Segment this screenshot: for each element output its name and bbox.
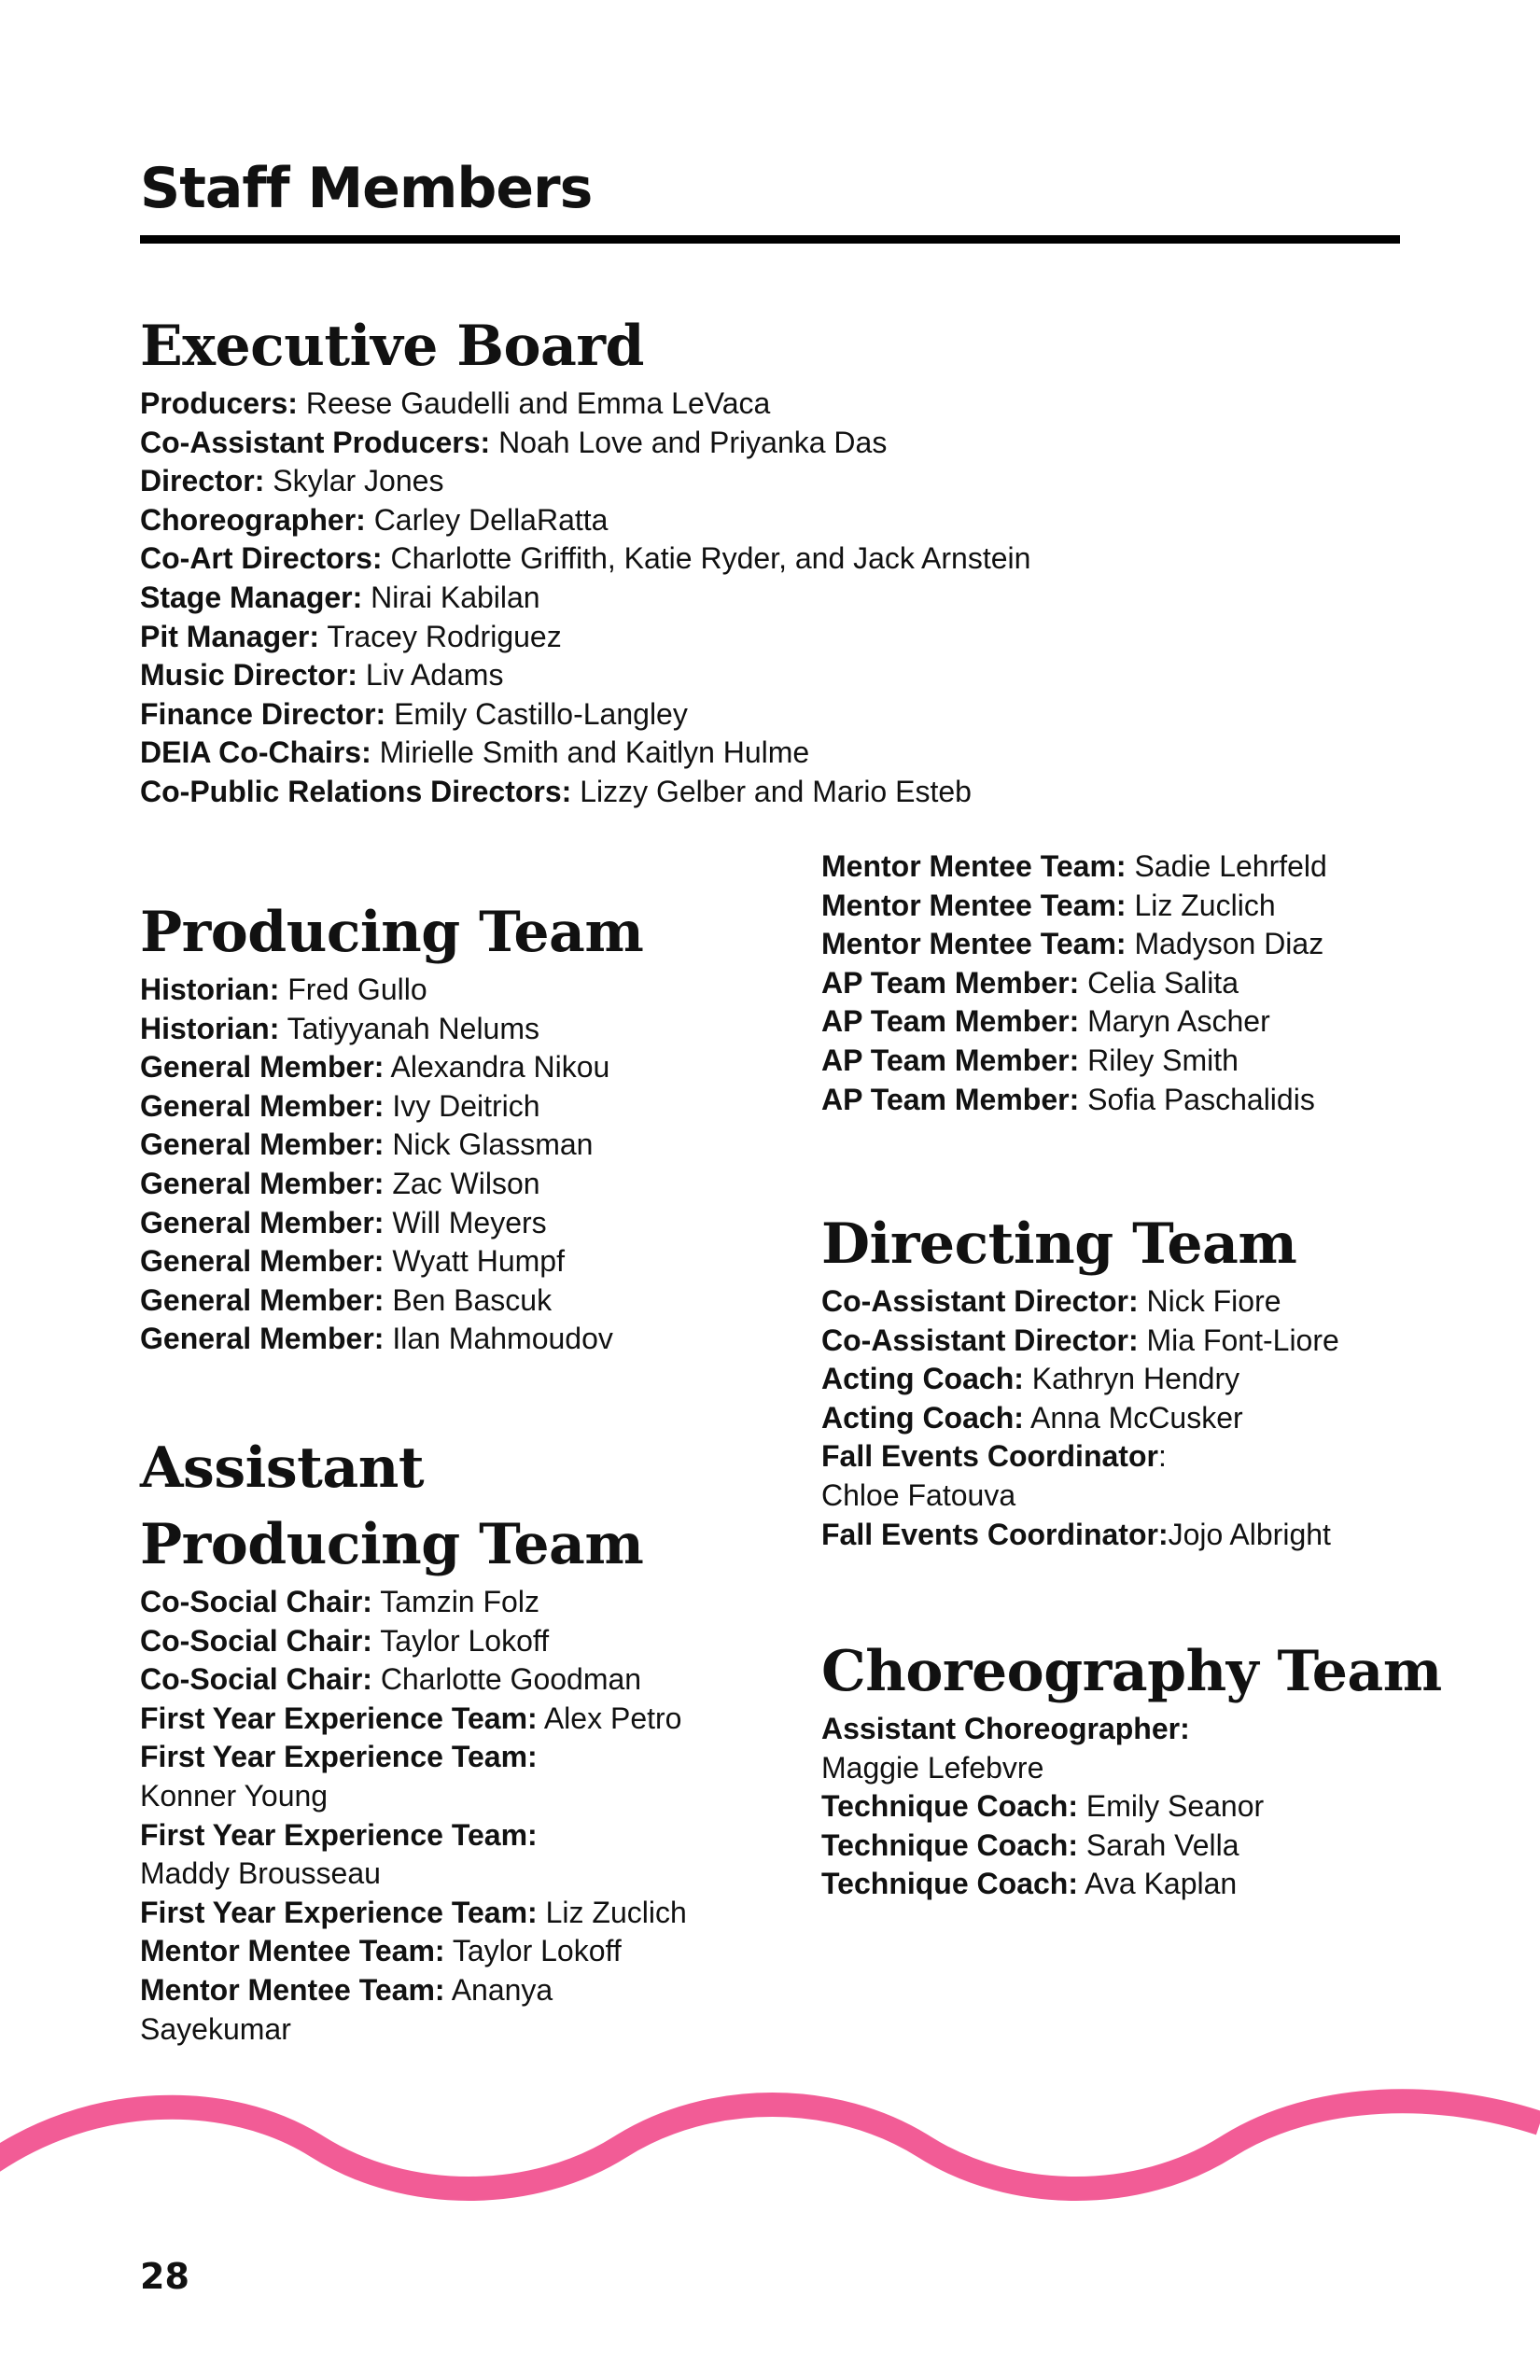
role-label: AP Team Member: xyxy=(821,1043,1080,1077)
role-label: Technique Coach: xyxy=(821,1827,1078,1862)
page-number: 28 xyxy=(140,2256,189,2297)
member-name: Riley Smith xyxy=(1079,1043,1239,1077)
choreography-team-list xyxy=(821,1710,1442,1904)
list-item xyxy=(140,1048,643,1087)
list-item xyxy=(140,1622,737,1661)
list-item xyxy=(821,1002,1327,1042)
role-label: Co-Assistant Director: xyxy=(821,1284,1139,1318)
role-label: Technique Coach: xyxy=(821,1789,1078,1824)
role-label: Historian: xyxy=(140,1011,280,1045)
role-label: Mentor Mentee Team: xyxy=(140,1934,445,1968)
title-rule xyxy=(140,235,1400,244)
list-item xyxy=(821,1865,1442,1904)
role-label: Fall Events Coordinator xyxy=(821,1439,1158,1474)
member-name: Maddy Brousseau xyxy=(140,1856,381,1891)
role-label: General Member: xyxy=(140,1322,385,1356)
member-name: Liz Zuclich xyxy=(537,1895,687,1929)
role-label: Mentor Mentee Team: xyxy=(821,849,1127,883)
member-name: Ben Bascuk xyxy=(384,1282,553,1317)
member-name: Wyatt Humpf xyxy=(384,1244,565,1279)
member-name: Ananya xyxy=(444,1972,553,2007)
role-label: AP Team Member: xyxy=(821,965,1080,1000)
member-name: Chloe Fatouva xyxy=(821,1477,1016,1512)
list-item xyxy=(140,1660,737,1700)
member-name: Ivy Deitrich xyxy=(384,1088,540,1123)
role-label: Finance Director: xyxy=(140,696,386,731)
member-name: Ilan Mahmoudov xyxy=(384,1322,613,1356)
list-item xyxy=(821,1437,1339,1477)
list-item xyxy=(140,501,1030,540)
member-name: Mia Font-Liore xyxy=(1138,1323,1339,1357)
list-item xyxy=(821,1399,1339,1438)
role-label: Assistant Choreographer: xyxy=(821,1712,1190,1745)
role-label: DEIA Co-Chairs: xyxy=(140,735,371,770)
list-item xyxy=(140,618,1030,657)
list-item xyxy=(821,1282,1339,1322)
list-item xyxy=(821,1081,1327,1120)
member-name: Sofia Paschalidis xyxy=(1079,1082,1315,1116)
role-label: Acting Coach: xyxy=(821,1400,1024,1435)
role-label: Mentor Mentee Team: xyxy=(140,1972,445,2007)
member-name: Tamzin Folz xyxy=(371,1585,539,1618)
member-name: Noah Love and Priyanka Das xyxy=(490,425,888,459)
member-name: Nirai Kabilan xyxy=(362,580,540,614)
role-label: Fall Events Coordinator: xyxy=(821,1517,1169,1551)
role-label: First Year Experience Team: xyxy=(140,1895,538,1929)
list-item xyxy=(821,1827,1442,1866)
assistant-producing-team-heading: Assistant Producing Team xyxy=(140,1435,644,1577)
member-name: Reese Gaudelli and Emma LeVaca xyxy=(297,386,771,420)
list-item xyxy=(140,2010,737,2050)
list-item xyxy=(821,964,1327,1003)
list-item xyxy=(140,656,1030,695)
producing-team-heading: Producing Team xyxy=(140,900,644,965)
role-label: Acting Coach: xyxy=(821,1362,1024,1396)
member-name: Maggie Lefebvre xyxy=(821,1750,1044,1785)
decorative-wave xyxy=(0,2072,1540,2221)
list-item xyxy=(821,847,1327,887)
choreography-team-section xyxy=(821,1633,1442,1904)
role-label: Historian: xyxy=(140,973,280,1006)
member-name: Charlotte Griffith, Katie Ryder, and Jack Arnstein xyxy=(382,541,1031,576)
executive-board-section xyxy=(140,308,1030,812)
member-name: Taylor Lokoff xyxy=(371,1623,550,1658)
role-label: First Year Experience Team: xyxy=(140,1701,538,1735)
role-label: General Member: xyxy=(140,1205,385,1239)
role-label: Technique Coach: xyxy=(821,1867,1078,1901)
member-name: Lizzy Gelber and Mario Esteb xyxy=(571,774,972,808)
role-label: AP Team Member: xyxy=(821,1004,1080,1039)
member-name: Sarah Vella xyxy=(1077,1827,1239,1862)
list-item xyxy=(821,1042,1327,1081)
list-item xyxy=(140,1010,643,1049)
member-name: Charlotte Goodman xyxy=(371,1662,642,1697)
list-item xyxy=(140,1281,643,1321)
role-label: Co-Social Chair: xyxy=(140,1662,372,1697)
list-item xyxy=(140,1816,737,1894)
role-label: Co-Social Chair: xyxy=(140,1585,372,1618)
list-item xyxy=(140,971,643,1010)
role-label: Producers: xyxy=(140,386,298,420)
member-name: : xyxy=(1157,1439,1167,1474)
producing-team-section xyxy=(140,894,643,1359)
role-label: General Member: xyxy=(140,1127,385,1162)
member-name: Tatiyyanah Nelums xyxy=(279,1011,539,1045)
role-label: Co-Assistant Director: xyxy=(821,1323,1139,1357)
member-name: Madyson Diaz xyxy=(1126,927,1324,961)
list-item xyxy=(140,424,1030,463)
directing-team-section xyxy=(821,1206,1339,1554)
role-label: Director: xyxy=(140,464,265,498)
role-label: General Member: xyxy=(140,1244,385,1279)
role-label: Co-Public Relations Directors: xyxy=(140,774,572,808)
member-name: Maryn Ascher xyxy=(1079,1004,1270,1039)
list-item xyxy=(821,1360,1339,1399)
member-name: Jojo Albright xyxy=(1168,1517,1331,1551)
list-item xyxy=(140,1738,737,1815)
member-name: Emily Seanor xyxy=(1077,1789,1265,1824)
choreography-team-heading: Choreography Team xyxy=(821,1639,1442,1704)
role-label: First Year Experience Team: xyxy=(140,1740,538,1774)
role-label: General Member: xyxy=(140,1050,385,1085)
role-label: Mentor Mentee Team: xyxy=(821,927,1127,961)
member-name: Tracey Rodriguez xyxy=(319,619,562,653)
list-item xyxy=(821,1787,1442,1827)
member-name: Mirielle Smith and Kaitlyn Hulme xyxy=(371,735,810,770)
list-item xyxy=(140,1204,643,1243)
member-name: Zac Wilson xyxy=(384,1166,540,1200)
role-label: AP Team Member: xyxy=(821,1082,1080,1116)
member-name: Emily Castillo-Langley xyxy=(385,696,688,731)
list-item xyxy=(140,1583,737,1622)
member-name: Anna McCusker xyxy=(1023,1400,1243,1435)
list-item xyxy=(821,1516,1339,1555)
list-item xyxy=(140,695,1030,735)
list-item xyxy=(140,385,1030,424)
page-title: Staff Members xyxy=(140,156,593,221)
role-label: Music Director: xyxy=(140,658,357,693)
role-label: Pit Manager: xyxy=(140,619,320,653)
list-item xyxy=(140,1894,737,1933)
member-name: Liz Zuclich xyxy=(1126,888,1276,922)
list-item xyxy=(140,539,1030,579)
list-item xyxy=(140,1971,737,2010)
list-item xyxy=(140,462,1030,501)
executive-board-list xyxy=(140,385,1030,812)
member-name: Nick Fiore xyxy=(1138,1284,1281,1318)
list-item xyxy=(821,887,1327,926)
member-name: Liv Adams xyxy=(357,658,504,693)
list-item xyxy=(140,1242,643,1281)
assistant-producing-team-continued xyxy=(821,847,1327,1119)
member-name: Celia Salita xyxy=(1079,965,1239,1000)
list-item xyxy=(821,1710,1442,1787)
list-item xyxy=(821,1322,1339,1361)
member-name: Carley DellaRatta xyxy=(365,502,609,537)
member-name: Fred Gullo xyxy=(279,973,427,1006)
list-item xyxy=(140,1700,737,1739)
member-name: Taylor Lokoff xyxy=(444,1934,622,1968)
list-item xyxy=(140,1087,643,1127)
producing-team-list xyxy=(140,971,643,1359)
directing-team-list xyxy=(821,1282,1339,1554)
member-name: Konner Young xyxy=(140,1778,329,1813)
list-item xyxy=(140,734,1030,773)
role-label: Mentor Mentee Team: xyxy=(821,888,1127,922)
role-label: General Member: xyxy=(140,1088,385,1123)
role-label: Co-Assistant Producers: xyxy=(140,425,491,459)
member-name: Sadie Lehrfeld xyxy=(1126,849,1327,883)
list-item xyxy=(140,579,1030,618)
role-label: First Year Experience Team: xyxy=(140,1817,538,1852)
assistant-producing-team-section xyxy=(140,1430,737,2049)
assistant-producing-team-list xyxy=(140,1583,737,2049)
list-item xyxy=(140,1320,643,1359)
list-item xyxy=(821,1477,1339,1516)
list-item xyxy=(821,925,1327,964)
list-item xyxy=(140,1165,643,1204)
member-name: Alex Petro xyxy=(537,1701,682,1735)
role-label: General Member: xyxy=(140,1282,385,1317)
member-name: Kathryn Hendry xyxy=(1023,1362,1240,1396)
member-name: Skylar Jones xyxy=(264,464,444,498)
role-label: General Member: xyxy=(140,1166,385,1200)
role-label: Stage Manager: xyxy=(140,580,363,614)
role-label: Choreographer: xyxy=(140,502,366,537)
member-name: Alexandra Nikou xyxy=(384,1050,610,1085)
member-name: Sayekumar xyxy=(140,2011,291,2046)
executive-board-heading: Executive Board xyxy=(140,314,644,379)
role-label: Co-Social Chair: xyxy=(140,1623,372,1658)
role-label: Co-Art Directors: xyxy=(140,541,383,576)
list-item xyxy=(140,773,1030,812)
directing-team-heading: Directing Team xyxy=(821,1211,1297,1277)
member-name: Ava Kaplan xyxy=(1077,1867,1238,1901)
member-name: Will Meyers xyxy=(384,1205,547,1239)
assistant-producing-team-list-continued xyxy=(821,847,1327,1119)
list-item xyxy=(140,1932,737,1971)
list-item xyxy=(140,1126,643,1165)
member-name: Nick Glassman xyxy=(384,1127,594,1162)
